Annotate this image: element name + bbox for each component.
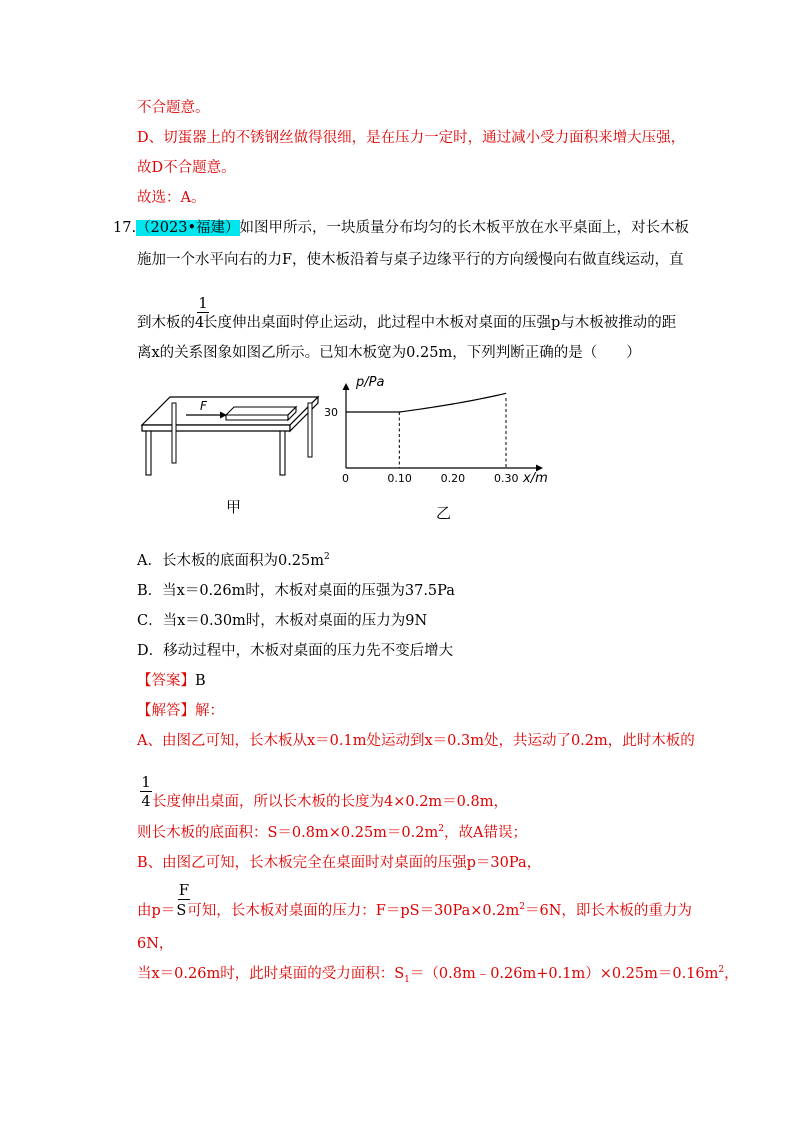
- fraction-numerator: 1: [198, 294, 208, 312]
- question-17-line-1: [113, 218, 689, 238]
- solution-b4-end: ，: [724, 966, 739, 982]
- series-line-curve: [399, 393, 506, 412]
- prev-line-2: D、切蛋器上的不锈钢丝做得很细，是在压力一定时，通过减小受力面积来增大压强，: [137, 130, 686, 146]
- option-b[interactable]: B．当x＝0.26m时，木板对桌面的压强为37.5Pa: [137, 583, 455, 599]
- solution-b-line-3: 6N，: [137, 936, 174, 952]
- solution-b-line-1: B、由图乙可知，长木板完全在桌面时对桌面的压强p＝30Pa，: [137, 855, 542, 871]
- solution-b-fraction-numerator: F: [178, 881, 190, 899]
- solution-b2-end: ＝6N，即长木板的重力为: [524, 903, 692, 919]
- question-text-post: 长度伸出桌面时停止运动，此过程中木板对桌面的压强p与木板被推动的距: [203, 315, 677, 331]
- solution-b4-pre: 当x＝0.26m时，此时桌面的受力面积：S: [137, 966, 405, 982]
- prev-line-1: 不合题意。: [137, 100, 210, 116]
- solution-b-line-4: [137, 964, 739, 984]
- question-number: 17.: [113, 220, 137, 236]
- solution-b-fraction-bar: [178, 899, 190, 900]
- solution-b2-mid: 可知，长木板对桌面的压力：F＝pS＝30Pa×0.2m: [187, 903, 520, 919]
- prev-line-4: 故选：A。: [137, 190, 206, 206]
- option-a-sup: 2: [324, 552, 330, 563]
- solution-a-line-2: [140, 792, 508, 812]
- caption-yi: 乙: [436, 504, 452, 522]
- y-tick-label-0: 30: [324, 406, 338, 419]
- y-axis-label: p/Pa: [356, 375, 385, 390]
- question-17-line-3: [137, 313, 676, 333]
- solution-b4-mid: ＝（0.8m﹣0.26m+0.1m）×0.25m＝0.16m: [409, 966, 719, 982]
- source-tag: （2023•福建）: [136, 220, 240, 236]
- x-axis-label: x/m: [523, 471, 548, 486]
- solution-a3-text: 则长木板的底面积：S＝0.8m×0.25m＝0.2m: [137, 825, 439, 841]
- solution-b4-sub: 1: [404, 974, 410, 985]
- option-a-text: A．长木板的底面积为0.25m: [137, 553, 325, 569]
- option-d[interactable]: D．移动过程中，木板对桌面的压力先不变后增大: [137, 643, 454, 659]
- x-tick-label-2: 0.20: [440, 472, 466, 485]
- x-tick-label-3: 0.30: [494, 472, 519, 485]
- solution-b2-sup: 2: [519, 902, 525, 913]
- solution-b-line-2: [137, 901, 692, 921]
- force-label: F: [200, 399, 207, 413]
- question-17-line-2: 施加一个水平向右的力F，使木板沿着与桌子边缘平行的方向缓慢向右做直线运动，直: [137, 252, 684, 268]
- solution-a-line-1: A、由图乙可知，长木板从x＝0.1m处运动到x＝0.3m处，共运动了0.2m，此时木板的: [137, 733, 695, 749]
- explain-rest: 解：: [195, 703, 224, 719]
- question-text-pre: 到木板的: [137, 315, 195, 331]
- question-text: 如图甲所示，一块质量分布均匀的长木板平放在水平桌面上，对长木板: [239, 220, 690, 236]
- option-a[interactable]: [137, 551, 330, 571]
- solution-fraction-numerator: 1: [141, 773, 151, 791]
- x-tick-label-0: 0: [342, 472, 349, 485]
- solution-fraction-denominator: 4: [141, 794, 151, 810]
- solution-a-line-2-text: 长度伸出桌面，所以长木板的长度为4×0.2m＝0.8m，: [152, 794, 508, 810]
- solution-a-line-3: [137, 823, 527, 843]
- answer-label: 【答案】: [137, 673, 195, 689]
- caption-jia: 甲: [226, 498, 242, 516]
- solution-a3-end: ，故A错误；: [443, 825, 527, 841]
- x-tick-label-1: 0.10: [387, 472, 412, 485]
- answer-value: B: [195, 673, 206, 689]
- solution-b4-sup: 2: [718, 965, 725, 976]
- question-17-line-4: 离x的关系图象如图乙所示。已知木板宽为0.25m，下列判断正确的是（ ）: [137, 345, 641, 361]
- answer-line: [137, 671, 206, 691]
- explain-label: 【解答】: [137, 703, 195, 719]
- solution-a3-sup: 2: [438, 824, 444, 835]
- prev-line-3: 故D不合题意。: [137, 160, 236, 176]
- solution-b2-pre: 由p＝: [137, 903, 176, 919]
- option-c[interactable]: C．当x＝0.30m时，木板对桌面的压力为9N: [137, 613, 428, 629]
- explain-line: [137, 701, 224, 721]
- fraction-denominator: 4: [195, 315, 205, 331]
- solution-b-fraction-denominator: S: [176, 903, 187, 919]
